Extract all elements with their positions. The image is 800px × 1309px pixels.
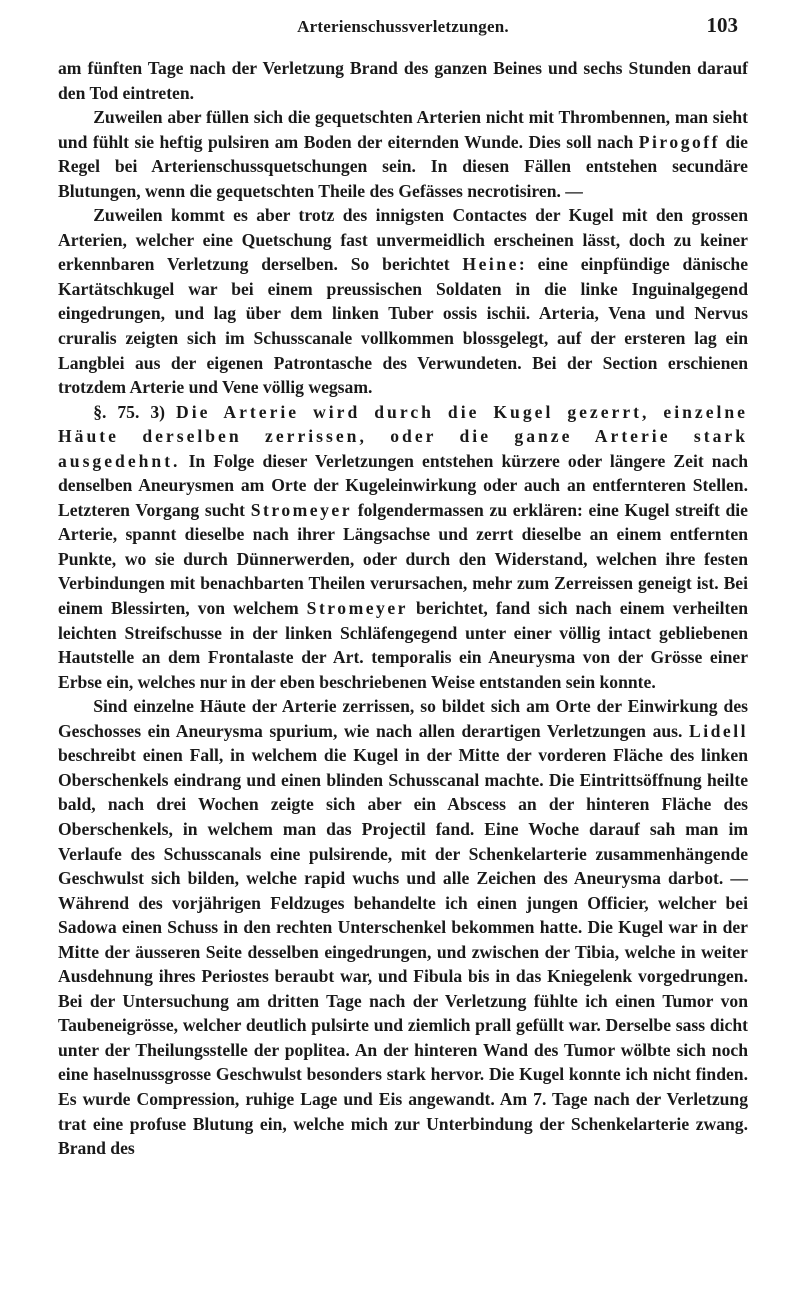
- text-segment: folgendermassen zu erklären: eine Kugel streift die Arterie, spannt dieselbe nach ihrer Längsachse und zerrt dieselbe an einem entfernten Punkte, wo sie durch Dünnerwerden, oder durch den Widerstand, welchen ihre festen Verbindungen mit benachbarten Theilen verursachen, mehr zum Zerreissen geneigt ist. Bei einem Blessirten, von welchem: [58, 499, 748, 619]
- page-number: 103: [706, 13, 738, 37]
- text-segment: In Folge dieser Verletzungen entstehen kürzere oder längere Zeit nach denselben Aneurysmen am Orte der Kugeleinwirkung oder auch an entfernteren Stellen. Letzteren Vorgang sucht: [58, 450, 748, 520]
- author-name: Stromeyer: [250, 499, 353, 520]
- paragraph-4: [58, 400, 748, 695]
- header-title: Arterienschussverletzungen.: [297, 17, 509, 36]
- text-segment: Sind einzelne Häute der Arterie zerrissen, so bildet sich am Orte der Einwirkung des Geschosses ein Aneurysma spurium, wie nach allen derartigen Verletzungen aus.: [58, 696, 748, 741]
- text-segment: Zuweilen aber füllen sich die gequetschten Arterien nicht mit Thrombennen, man sieht und fühlt sie heftig pulsiren am Boden der eiternden Wunde. Dies soll nach: [58, 107, 748, 152]
- text-segment: berichtet, fand sich nach einem verheilten leichten Streifschusse in der linken Schläfengegend unter einer völlig intact gebliebenen Hautstelle an dem Frontalaste der Art. temporalis ein Aneurysma von der Grösse einer Erbse ein, welches nur in der eben beschriebenen Weise entstanden sein konnte.: [58, 598, 748, 692]
- text-segment: Zuweilen kommt es aber trotz des innigsten Contactes der Kugel mit den grossen Arterien, welcher eine Quetschung fast unvermeidlich erscheinen lässt, doch zu keiner erkennbaren Verletzung derselben. So berichtet: [58, 205, 748, 275]
- text-segment: am fünften Tage nach der Verletzung Brand des ganzen Beines und sechs Stunden darauf den Tod eintreten.: [58, 58, 748, 103]
- paragraph-1: [58, 56, 748, 105]
- text-segment: die Regel bei Arterienschussquetschungen sein. In diesen Fällen entstehen secundäre Blutungen, wenn die gequetschten Theile des Gefässes necrotisiren. —: [58, 131, 748, 201]
- author-name: Heine: [462, 254, 519, 275]
- paragraph-5: [58, 694, 748, 1160]
- text-segment: : eine einpfündige dänische Kartätschkugel war bei einem preussischen Soldaten in die linke Inguinalgegend eingedrungen, und lag über dem linken Tuber ossis ischii. Arteria, Vena und Nervus cruralis zeigten sich im Schusscanale vollkommen blossgelegt, auf der ersteren lag ein Langblei aus der eigenen Patrontasche des Verwundeten. Bei der Section erschienen trotzdem Arterie und Vene völlig wegsam.: [58, 254, 749, 398]
- running-head: [58, 0, 748, 56]
- paragraph-2: [58, 105, 748, 203]
- paragraph-3: [58, 203, 748, 399]
- section-number: §. 75. 3): [93, 401, 176, 422]
- section-heading: Die Arterie wird durch die Kugel gezerrt, einzelne Häute derselben zerrissen, oder die ganze Arterie stark ausgedehnt.: [58, 401, 748, 471]
- author-name: Stromeyer: [306, 598, 408, 619]
- author-name: Lidell: [689, 720, 748, 741]
- body-text: [58, 56, 748, 1161]
- author-name: Pirogoff: [638, 131, 721, 152]
- text-segment: beschreibt einen Fall, in welchem die Kugel in der Mitte der vorderen Fläche des linken Oberschenkels eindrang und einen blinden Schusscanal machte. Die Eintrittsöffnung heilte bald, nach drei Wochen zeigte sich aber ein Abscess an der hinteren Fläche des Oberschenkels, in welchem man das Projectil fand. Eine Woche darauf sah man im Verlaufe des Schusscanals eine pulsirende, mit der Schenkelarterie zusammenhängende Geschwulst sich bilden, welche rapid wuchs und alle Zeichen des Aneurysma darbot. — Während des vorjährigen Feldzuges behandelte ich einen jungen Officier, welcher bei Sadowa einen Schuss in den rechten Unterschenkel bekommen hatte. Die Kugel war in der Mitte der äusseren Seite desselben eingedrungen, und zwischen der Tibia, welche in weiter Ausdehnung ihres Periostes beraubt war, und Fibula bis in das Kniegelenk vorgedrungen. Bei der Untersuchung am dritten Tage nach der Verletzung fühlte ich einen Tumor von Taubeneigrösse, welcher deutlich pulsirte und ziemlich prall gefüllt war. Derselbe sass dicht unter der Theilungsstelle der poplitea. An der hinteren Wand des Tumor wölbte sich noch eine haselnussgrosse Geschwulst besonders stark hervor. Die Kugel konnte ich nicht finden. Es wurde Compression, ruhige Lage und Eis angewandt. Am 7. Tage nach der Verletzung trat eine profuse Blutung ein, welche mich zur Unterbindung der Schenkelarterie zwang. Brand des: [58, 745, 748, 1159]
